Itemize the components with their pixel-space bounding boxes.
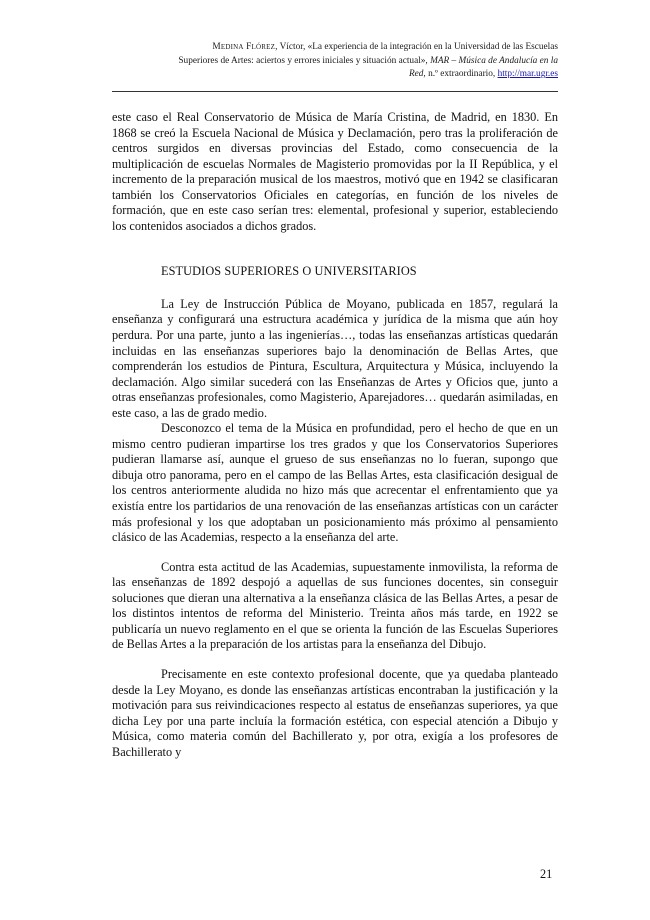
paragraph-2: La Ley de Instrucción Pública de Moyano, publicada en 1857, regulará la enseñanza y configurará una estructura académica y jurídica de la misma que aún hoy perdura. Por una parte, junto a las ingenierías…, todas las enseñanzas artísticas quedarán incluidas en las enseñanzas superiores bajo la denominación de Bellas Artes, que comprenderán los estudios de Pintura, Escultura, Arquitectura y Música, incluyendo la declamación. Algo similar sucederá con las Enseñanzas de Artes y Oficios que, junto a otras enseñanzas profesionales, como Magisterio, Aparejadores… quedarán asimiladas, en este caso, a las de grado medio. xyxy=(112,296,558,420)
header-author: Medina Flórez xyxy=(212,42,276,52)
paragraph-5: Precisamente en este contexto profesional docente, que ya quedaba planteado desde la Ley Moyano, es donde las enseñanzas artísticas encontraban la justificación y la motivación para sus reivindicaciones respecto al estatus de enseñanzas superiores, ya que dicha Ley por una parte incluía la formación estética, con especial atención a Dibujo y Música, como materia común del Bachillerato y, por otra, exigía a los profesores de Bachillerato y xyxy=(112,666,558,759)
header-journal: MAR – Música de Andalucía en la xyxy=(430,55,558,66)
header-url-link[interactable]: http://mar.ugr.es xyxy=(497,69,558,80)
header-rule xyxy=(112,91,558,92)
section-title: ESTUDIOS SUPERIORES O UNIVERSITARIOS xyxy=(161,264,417,279)
header-issue: , n.º extraordinario, xyxy=(423,69,498,80)
header-citation-line2: Superiores de Artes: aciertos y errores iniciales y situación actual», xyxy=(178,55,431,66)
page-number: 21 xyxy=(540,867,553,881)
running-header xyxy=(100,41,558,82)
paragraph-3: Desconozco el tema de la Música en profundidad, pero el hecho de que en un mismo centro pudieran impartirse los tres grados y que los Conservatorios Superiores pudieran llamarse así, aunque el grueso de sus enseñanzas no lo fueran, supongo que dibuja otro panorama, pero en el campo de las Bellas Artes, esta clasificación desigual de los centros anteriormente aludida no hizo más que acrecentar el enfrentamiento que ya existía entre los partidarios de una renovación de las enseñanzas artísticas con un carácter más profesional y los que adoptaban un posicionamiento más próximo al pensamiento clásico de las Academias, respecto a la enseñanza del arte. xyxy=(112,421,558,545)
header-citation-line1: , Víctor, «La experiencia de la integración en la Universidad de las Escuelas xyxy=(275,42,558,52)
paragraph-4: Contra esta actitud de las Academias, supuestamente inmovilista, la reforma de las enseñanzas de 1892 despojó a aquellas de sus funciones docentes, sin conseguir soluciones que dieran una alternativa a la enseñanza clásica de las Bellas Artes, a pesar de los distintos intentos de reforma del Ministerio. Treinta años más tarde, en 1922 se publicaría un nuevo reglamento en el que se orienta la función de las Escuelas Superiores de Bellas Artes a la preparación de los artistas para la enseñanza del Dibujo. xyxy=(112,559,558,652)
header-journal-cont: Red xyxy=(408,69,424,80)
article-body xyxy=(112,110,558,760)
paragraph-1: este caso el Real Conservatorio de Música de María Cristina, de Madrid, en 1830. En 1868 se creó la Escuela Nacional de Música y Declamación, pero tras la proliferación de centros surgidos en diversas provincias del Estado, como consecuencia de la multiplicación de escuelas Normales de Magisterio promovidas por la II República, y el incremento de la preparación musical de los maestros, motivó que en 1942 se clasificaran también los Conservatorios Oficiales en categorías, en función de los niveles de formación, que en este caso serían tres: elemental, profesional y superior, estableciendo los contenidos asociados a dichos grados. xyxy=(112,110,558,233)
